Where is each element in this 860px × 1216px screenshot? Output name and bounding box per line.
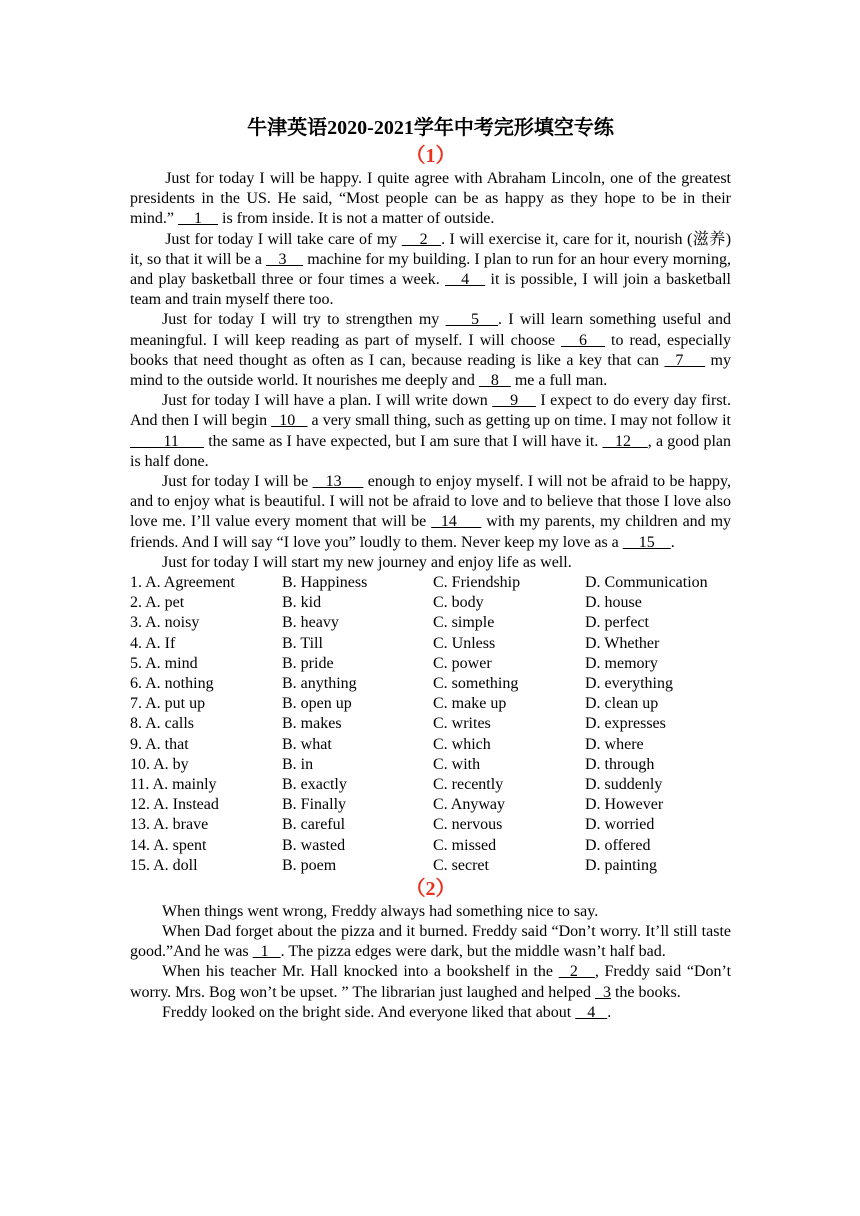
blank-5: 5: [445, 311, 498, 329]
option-row: [130, 815, 731, 835]
option-b: B. poem: [282, 856, 337, 874]
text: Just for today I will have a plan. I will write down: [162, 392, 493, 410]
option-d: D. perfect: [585, 614, 649, 632]
text: it is possible, I will join a basketball team and train myself there too.: [130, 271, 731, 309]
blank-2: 2: [401, 230, 442, 248]
text: Just for today I will be happy. I quite agree with Abraham Lincoln, one of the greatest presidents in the US. He said, “Most people can be as happy as they hope to be in their mind.”: [130, 170, 731, 228]
text: a very small thing, such as getting up on time. I may not follow it: [307, 412, 731, 430]
option-c: C. missed: [433, 836, 497, 854]
option-c: C. power: [433, 654, 492, 672]
option-a: 7. A. put up: [130, 695, 206, 713]
option-c: C. Unless: [433, 634, 496, 652]
text: Just for today I will take care of my: [165, 230, 402, 248]
blank-3: 3: [594, 983, 611, 1001]
option-b: B. heavy: [282, 614, 339, 632]
option-row: [130, 593, 731, 613]
text: the same as I have expected, but I am sure that I will have it.: [204, 432, 603, 450]
option-d: D. memory: [585, 654, 658, 672]
blank-7: 7: [664, 351, 706, 369]
text: Just for today I will try to strengthen my: [162, 311, 446, 329]
option-row: [130, 674, 731, 694]
option-d: D. through: [585, 755, 655, 773]
option-c: C. which: [433, 735, 491, 753]
option-row: [130, 755, 731, 775]
blank-2: 2: [558, 963, 595, 981]
section-2-heading: （2）: [405, 877, 456, 900]
option-c: C. with: [433, 755, 481, 773]
blank-6: 6: [561, 331, 606, 349]
blank-4: 4: [445, 271, 486, 289]
text: Freddy looked on the bright side. And everyone liked that about: [162, 1003, 576, 1021]
option-d: D. Whether: [585, 634, 660, 652]
option-d: D. worried: [585, 816, 655, 834]
option-c: C. make up: [433, 695, 507, 713]
option-a: 2. A. pet: [130, 594, 185, 612]
option-a: 4. A. If: [130, 634, 176, 652]
blank-8: 8: [478, 372, 511, 390]
option-row: [130, 795, 731, 815]
option-c: C. Anyway: [433, 796, 505, 814]
text: the books.: [610, 983, 681, 1001]
text: , Freddy said “Don’t worry. Mrs. Bog won’t be upset. ” The librarian just laughed and helped: [130, 963, 732, 1001]
option-row: [130, 634, 731, 654]
paragraph: [130, 1003, 731, 1023]
option-row: [130, 836, 731, 856]
option-c: C. something: [433, 675, 519, 692]
option-a: 14. A. spent: [130, 836, 207, 854]
text: is from inside. It is not a matter of outside.: [218, 210, 495, 228]
text: When things went wrong, Freddy always had something nice to say.: [162, 902, 599, 920]
option-a: 13. A. brave: [130, 816, 209, 834]
option-b: B. pride: [282, 654, 334, 672]
option-c: C. Friendship: [433, 574, 521, 592]
text: . The pizza edges were dark, but the middle wasn’t half bad.: [280, 943, 666, 961]
option-a: 5. A. mind: [130, 654, 198, 672]
text: .: [670, 533, 675, 551]
text: with my parents, my children and my friends. And I will say “I love you” loudly to them. Never keep my love as a: [130, 513, 732, 551]
option-row: [130, 714, 731, 734]
paragraph: [130, 472, 731, 553]
option-row: [130, 613, 731, 633]
text: me a full man.: [510, 372, 608, 390]
option-d: D. Communication: [585, 574, 708, 592]
blank-9: 9: [492, 392, 536, 410]
option-a: 10. A. by: [130, 755, 189, 773]
option-b: B. kid: [282, 594, 322, 612]
blank-15: 15: [622, 533, 671, 551]
option-d: D. However: [585, 796, 664, 814]
option-c: C. secret: [433, 856, 489, 874]
blank-13: 13: [312, 473, 364, 491]
option-a: 12. A. Instead: [130, 796, 219, 814]
blank-4: 4: [575, 1003, 608, 1021]
option-a: 3. A. noisy: [130, 614, 200, 632]
option-d: D. offered: [585, 836, 651, 854]
text: Just for today I will start my new journey and enjoy life as well.: [162, 553, 572, 571]
option-b: B. Till: [282, 634, 323, 652]
option-c: C. recently: [433, 775, 504, 793]
paragraph: [130, 553, 731, 573]
option-row: [130, 694, 731, 714]
option-row: [130, 775, 731, 795]
blank-1: 1: [252, 943, 281, 961]
paragraph: [130, 902, 731, 922]
paragraph: [130, 310, 731, 391]
text: . I will exercise it, care for it, nourish (滋养) it, so that it will be a: [130, 230, 732, 268]
paragraph: [130, 922, 731, 962]
text: to read, especially books that need thought as often as I can, because reading is like a key that can: [130, 331, 731, 369]
paragraph: [130, 962, 731, 1002]
option-b: B. wasted: [282, 836, 346, 854]
option-b: B. exactly: [282, 775, 347, 793]
option-b: B. careful: [282, 816, 346, 834]
text: Just for today I will be: [162, 473, 313, 491]
option-c: C. body: [433, 594, 484, 612]
section-1-heading: （1）: [405, 145, 456, 167]
text: , a good plan is half done.: [130, 432, 732, 470]
text: . I will learn something useful and meaningful. I will keep reading as part of myself. I will choose: [130, 311, 732, 349]
text: I expect to do every day first. And then I will begin: [130, 392, 731, 430]
option-row: [130, 654, 731, 674]
option-a: 15. A. doll: [130, 856, 198, 874]
blank-12: 12: [602, 432, 648, 450]
paragraph: [130, 230, 731, 311]
section-2-passage: [130, 902, 731, 1023]
blank-3: 3: [266, 250, 304, 268]
text: .: [607, 1003, 612, 1021]
option-b: B. in: [282, 755, 314, 773]
option-d: D. clean up: [585, 695, 659, 713]
document-title: 牛津英语2020-2021学年中考完形填空专练: [247, 117, 614, 139]
option-c: C. simple: [433, 614, 495, 632]
option-b: B. open up: [282, 695, 352, 713]
option-a: 8. A. calls: [130, 715, 194, 733]
blank-1: 1: [178, 210, 218, 228]
option-a: 11. A. mainly: [130, 775, 217, 793]
option-a: 9. A. that: [130, 735, 189, 753]
paragraph: [130, 391, 731, 472]
option-b: B. Happiness: [282, 574, 368, 592]
text: machine for my building. I plan to run for an hour every morning, and play basketball three or four times a week.: [130, 250, 732, 289]
text: my mind to the outside world. It nourishes me deeply and: [130, 351, 731, 390]
text: When his teacher Mr. Hall knocked into a bookshelf in the: [162, 963, 559, 981]
option-b: B. makes: [282, 715, 342, 733]
option-b: B. Finally: [282, 796, 347, 814]
option-row: [130, 735, 731, 755]
blank-14: 14: [431, 513, 482, 531]
option-a: 6. A. nothing: [130, 675, 214, 692]
options-list: [130, 573, 731, 876]
text: enough to enjoy myself. I will not be afraid to be happy, and to enjoy what is beautiful. I will not be afraid to love and to believe that those I love also love me. I’ll value every moment that will be: [130, 473, 732, 531]
option-a: 1. A. Agreement: [130, 574, 235, 592]
section-1-passage: [130, 169, 731, 573]
text: When Dad forget about the pizza and it burned. Freddy said “Don’t worry. It’ll still taste good.”And he was: [130, 923, 731, 961]
blank-10: 10: [271, 412, 308, 430]
option-d: D. painting: [585, 856, 657, 874]
option-c: C. nervous: [433, 816, 503, 834]
option-c: C. writes: [433, 715, 491, 733]
option-row: [130, 856, 731, 876]
option-d: D. expresses: [585, 715, 666, 733]
option-d: D. suddenly: [585, 775, 663, 793]
paragraph: [130, 169, 731, 230]
option-row: [130, 573, 731, 593]
option-d: D. everything: [585, 675, 673, 692]
option-d: D. where: [585, 735, 644, 753]
option-b: B. what: [282, 735, 332, 753]
option-b: B. anything: [282, 675, 357, 692]
document-page: [130, 113, 731, 1023]
blank-11: 11: [130, 432, 205, 450]
option-d: D. house: [585, 594, 642, 612]
